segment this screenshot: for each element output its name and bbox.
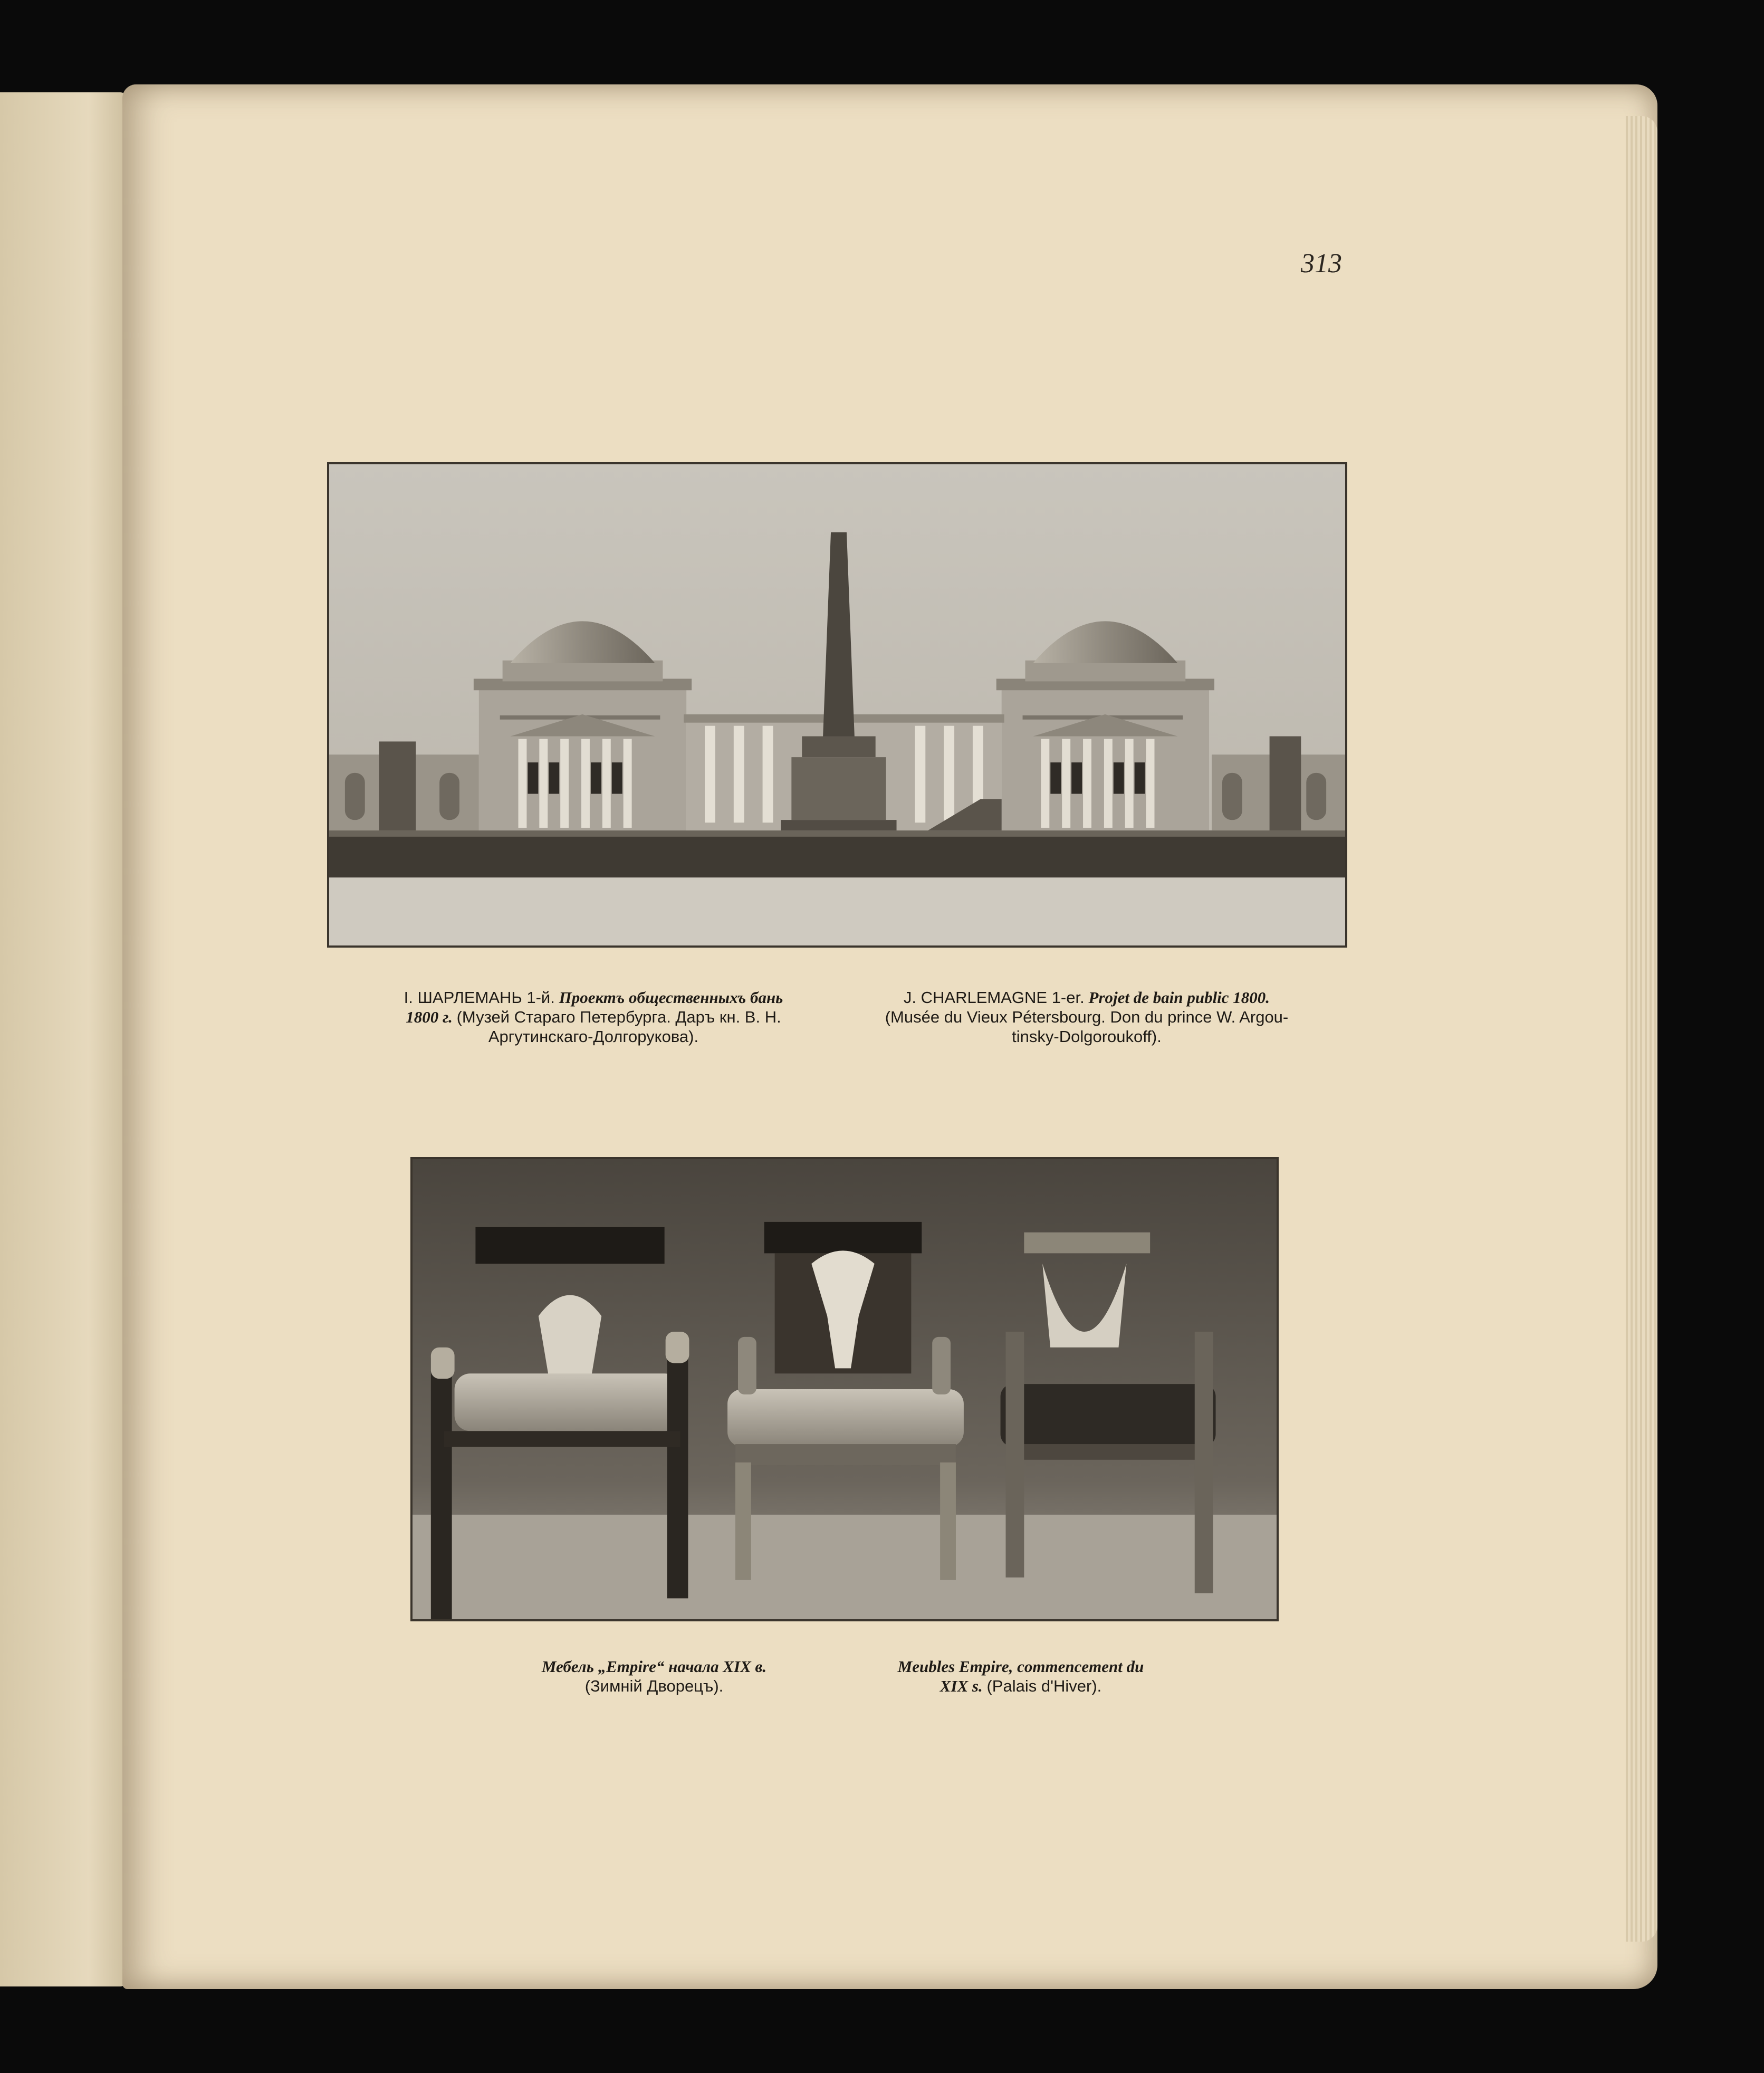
caption-provenance-cont: Аргутинскаго-Долгорукова). xyxy=(488,1027,699,1046)
caption-fr-bathhouse xyxy=(870,988,1303,1046)
caption-author: I. ШАРЛЕМАНЬ 1-й. xyxy=(404,988,555,1007)
bathhouse-elevation-plate xyxy=(327,462,1347,948)
page-number: 313 xyxy=(1301,249,1342,279)
caption-title: Projet de bain public 1800. xyxy=(1088,988,1270,1007)
empire-armchairs-photo xyxy=(413,1159,1277,1619)
caption-title: Мебель „Empire“ начала XIX в. xyxy=(541,1657,767,1676)
caption-title: Проектъ общественныхъ бань xyxy=(559,988,783,1007)
facing-page xyxy=(0,92,127,1986)
caption-fr-armchairs xyxy=(852,1657,1190,1696)
caption-location: (Palais d'Hiver). xyxy=(986,1677,1102,1695)
caption-location: (Зимнiй Дворецъ). xyxy=(584,1677,724,1695)
empire-armchairs-plate xyxy=(410,1157,1279,1621)
caption-author: J. CHARLEMAGNE 1-er. xyxy=(903,988,1085,1007)
caption-century: XIX s. xyxy=(939,1677,983,1695)
caption-provenance-cont: tinsky-Dolgoroukoff). xyxy=(1012,1027,1162,1046)
caption-ru-armchairs xyxy=(491,1657,818,1696)
caption-title: Meubles Empire, commencement du xyxy=(897,1657,1144,1676)
caption-date: 1800 г. xyxy=(406,1008,453,1026)
caption-ru-bathhouse xyxy=(372,988,815,1046)
page-edge xyxy=(1626,116,1657,1942)
caption-provenance: (Музей Стараго Петербурга. Даръ кн. В. Н. xyxy=(456,1008,781,1026)
bathhouse-elevation-drawing xyxy=(329,464,1345,945)
caption-provenance: (Musée du Vieux Pétersbourg. Don du prince W. Argou- xyxy=(885,1008,1289,1026)
